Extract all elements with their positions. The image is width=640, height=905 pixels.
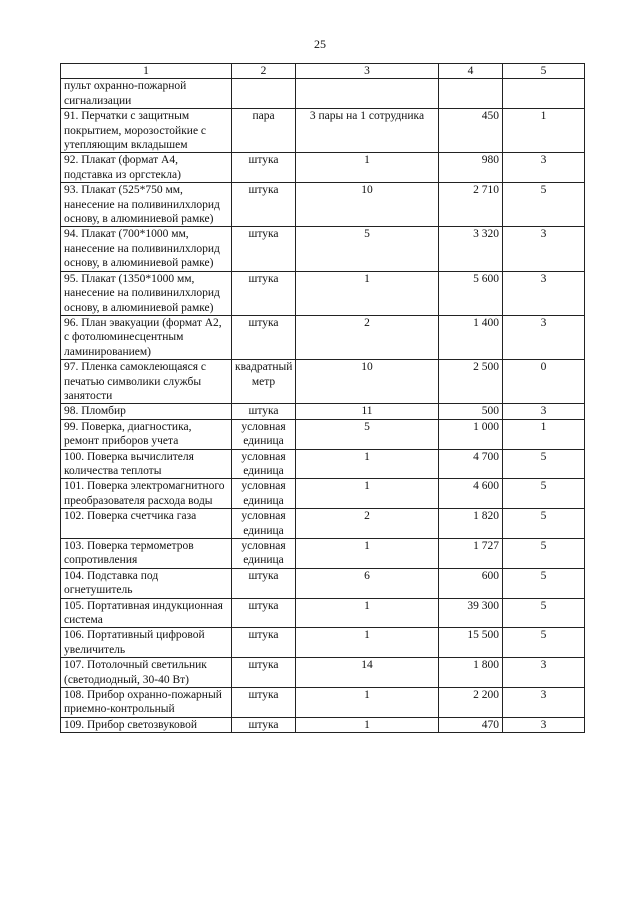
norm-cell: 1 bbox=[296, 628, 439, 658]
unit-cell: штука bbox=[232, 688, 296, 718]
term-cell: 5 bbox=[503, 628, 585, 658]
table-row bbox=[61, 315, 585, 359]
term-cell: 3 bbox=[503, 717, 585, 732]
term-cell: 5 bbox=[503, 479, 585, 509]
norm-cell: 14 bbox=[296, 658, 439, 688]
table-row bbox=[61, 658, 585, 688]
term-cell bbox=[503, 79, 585, 109]
norm-cell: 3 пары на 1 сотрудника bbox=[296, 109, 439, 153]
unit-cell: штука bbox=[232, 658, 296, 688]
table-row bbox=[61, 360, 585, 404]
col-header-4: 4 bbox=[439, 64, 503, 79]
price-cell: 1 727 bbox=[439, 539, 503, 569]
unit-cell: условная единица bbox=[232, 539, 296, 569]
price-cell: 1 400 bbox=[439, 315, 503, 359]
unit-cell: штука bbox=[232, 271, 296, 315]
unit-cell: штука bbox=[232, 227, 296, 271]
table-row bbox=[61, 628, 585, 658]
item-name-cell: 101. Поверка электромагнитного преобразователя расхода воды bbox=[61, 479, 232, 509]
term-cell: 5 bbox=[503, 509, 585, 539]
norm-cell: 2 bbox=[296, 509, 439, 539]
table-row bbox=[61, 598, 585, 628]
item-name-cell: 96. План эвакуации (формат А2, с фотолюминесцентным ламинированием) bbox=[61, 315, 232, 359]
price-cell: 470 bbox=[439, 717, 503, 732]
item-name-cell: 104. Подставка под огнетушитель bbox=[61, 568, 232, 598]
col-header-2: 2 bbox=[232, 64, 296, 79]
unit-cell: штука bbox=[232, 628, 296, 658]
norm-cell: 6 bbox=[296, 568, 439, 598]
table-body bbox=[61, 79, 585, 733]
price-cell: 1 000 bbox=[439, 419, 503, 449]
price-cell: 39 300 bbox=[439, 598, 503, 628]
table-row bbox=[61, 109, 585, 153]
norm-cell: 1 bbox=[296, 479, 439, 509]
item-name-cell: 91. Перчатки с защитным покрытием, морозостойкие с утепляющим вкладышем bbox=[61, 109, 232, 153]
unit-cell: штука bbox=[232, 568, 296, 598]
item-name-cell: 99. Поверка, диагностика, ремонт приборов учета bbox=[61, 419, 232, 449]
price-cell bbox=[439, 79, 503, 109]
price-cell: 4 700 bbox=[439, 449, 503, 479]
norm-cell: 11 bbox=[296, 404, 439, 419]
norm-cell: 1 bbox=[296, 449, 439, 479]
unit-cell: штука bbox=[232, 717, 296, 732]
table-row bbox=[61, 227, 585, 271]
term-cell: 1 bbox=[503, 109, 585, 153]
price-cell: 980 bbox=[439, 153, 503, 183]
price-cell: 2 500 bbox=[439, 360, 503, 404]
term-cell: 3 bbox=[503, 404, 585, 419]
term-cell: 5 bbox=[503, 598, 585, 628]
unit-cell: штука bbox=[232, 183, 296, 227]
term-cell: 3 bbox=[503, 153, 585, 183]
table-row bbox=[61, 419, 585, 449]
price-cell: 4 600 bbox=[439, 479, 503, 509]
unit-cell: квадратный метр bbox=[232, 360, 296, 404]
unit-cell: штука bbox=[232, 153, 296, 183]
unit-cell: условная единица bbox=[232, 479, 296, 509]
unit-cell: штука bbox=[232, 404, 296, 419]
term-cell: 3 bbox=[503, 315, 585, 359]
norm-cell bbox=[296, 79, 439, 109]
term-cell: 3 bbox=[503, 271, 585, 315]
col-header-5: 5 bbox=[503, 64, 585, 79]
norm-cell: 1 bbox=[296, 598, 439, 628]
term-cell: 5 bbox=[503, 539, 585, 569]
item-name-cell: 102. Поверка счетчика газа bbox=[61, 509, 232, 539]
item-name-cell: 106. Портативный цифровой увеличитель bbox=[61, 628, 232, 658]
term-cell: 3 bbox=[503, 658, 585, 688]
table-row bbox=[61, 568, 585, 598]
price-cell: 5 600 bbox=[439, 271, 503, 315]
norm-cell: 1 bbox=[296, 688, 439, 718]
item-name-cell: 109. Прибор светозвуковой bbox=[61, 717, 232, 732]
item-name-cell: 92. Плакат (формат А4, подставка из оргстекла) bbox=[61, 153, 232, 183]
item-name-cell: 107. Потолочный светильник (светодиодный, 30-40 Вт) bbox=[61, 658, 232, 688]
item-name-cell: 98. Пломбир bbox=[61, 404, 232, 419]
col-header-1: 1 bbox=[61, 64, 232, 79]
unit-cell: условная единица bbox=[232, 419, 296, 449]
price-cell: 2 200 bbox=[439, 688, 503, 718]
price-cell: 15 500 bbox=[439, 628, 503, 658]
unit-cell: штука bbox=[232, 598, 296, 628]
norm-cell: 10 bbox=[296, 360, 439, 404]
norm-cell: 5 bbox=[296, 419, 439, 449]
norm-cell: 1 bbox=[296, 271, 439, 315]
table-row bbox=[61, 509, 585, 539]
norm-cell: 5 bbox=[296, 227, 439, 271]
table-row bbox=[61, 717, 585, 732]
price-cell: 1 800 bbox=[439, 658, 503, 688]
page-number: 25 bbox=[314, 37, 326, 51]
table-row bbox=[61, 539, 585, 569]
price-cell: 600 bbox=[439, 568, 503, 598]
unit-cell: условная единица bbox=[232, 509, 296, 539]
unit-cell: пара bbox=[232, 109, 296, 153]
item-name-cell: 97. Пленка самоклеющаяся с печатью символики службы занятости bbox=[61, 360, 232, 404]
term-cell: 1 bbox=[503, 419, 585, 449]
term-cell: 5 bbox=[503, 568, 585, 598]
item-name-cell: 95. Плакат (1350*1000 мм, нанесение на поливинилхлорид основу, в алюминиевой рамке) bbox=[61, 271, 232, 315]
term-cell: 3 bbox=[503, 227, 585, 271]
price-cell: 450 bbox=[439, 109, 503, 153]
table-row bbox=[61, 479, 585, 509]
price-cell: 3 320 bbox=[439, 227, 503, 271]
term-cell: 3 bbox=[503, 688, 585, 718]
item-name-cell: 103. Поверка термометров сопротивления bbox=[61, 539, 232, 569]
item-name-cell: 93. Плакат (525*750 мм, нанесение на поливинилхлорид основу, в алюминиевой рамке) bbox=[61, 183, 232, 227]
norm-cell: 2 bbox=[296, 315, 439, 359]
table-row bbox=[61, 688, 585, 718]
header-row bbox=[61, 64, 585, 79]
item-name-cell: пульт охранно-пожарной сигнализации bbox=[61, 79, 232, 109]
norm-cell: 10 bbox=[296, 183, 439, 227]
norm-cell: 1 bbox=[296, 717, 439, 732]
price-cell: 2 710 bbox=[439, 183, 503, 227]
table-row bbox=[61, 183, 585, 227]
table-row bbox=[61, 404, 585, 419]
unit-cell bbox=[232, 79, 296, 109]
table-row bbox=[61, 153, 585, 183]
item-name-cell: 105. Портативная индукционная система bbox=[61, 598, 232, 628]
price-cell: 1 820 bbox=[439, 509, 503, 539]
price-cell: 500 bbox=[439, 404, 503, 419]
unit-cell: штука bbox=[232, 315, 296, 359]
table-row bbox=[61, 79, 585, 109]
unit-cell: условная единица bbox=[232, 449, 296, 479]
table-row bbox=[61, 449, 585, 479]
term-cell: 5 bbox=[503, 183, 585, 227]
norm-cell: 1 bbox=[296, 153, 439, 183]
term-cell: 0 bbox=[503, 360, 585, 404]
col-header-3: 3 bbox=[296, 64, 439, 79]
item-name-cell: 100. Поверка вычислителя количества теплоты bbox=[61, 449, 232, 479]
item-name-cell: 108. Прибор охранно-пожарный приемно-контрольный bbox=[61, 688, 232, 718]
norm-cell: 1 bbox=[296, 539, 439, 569]
table-row bbox=[61, 271, 585, 315]
norms-table bbox=[60, 63, 585, 733]
item-name-cell: 94. Плакат (700*1000 мм, нанесение на поливинилхлорид основу, в алюминиевой рамке) bbox=[61, 227, 232, 271]
term-cell: 5 bbox=[503, 449, 585, 479]
